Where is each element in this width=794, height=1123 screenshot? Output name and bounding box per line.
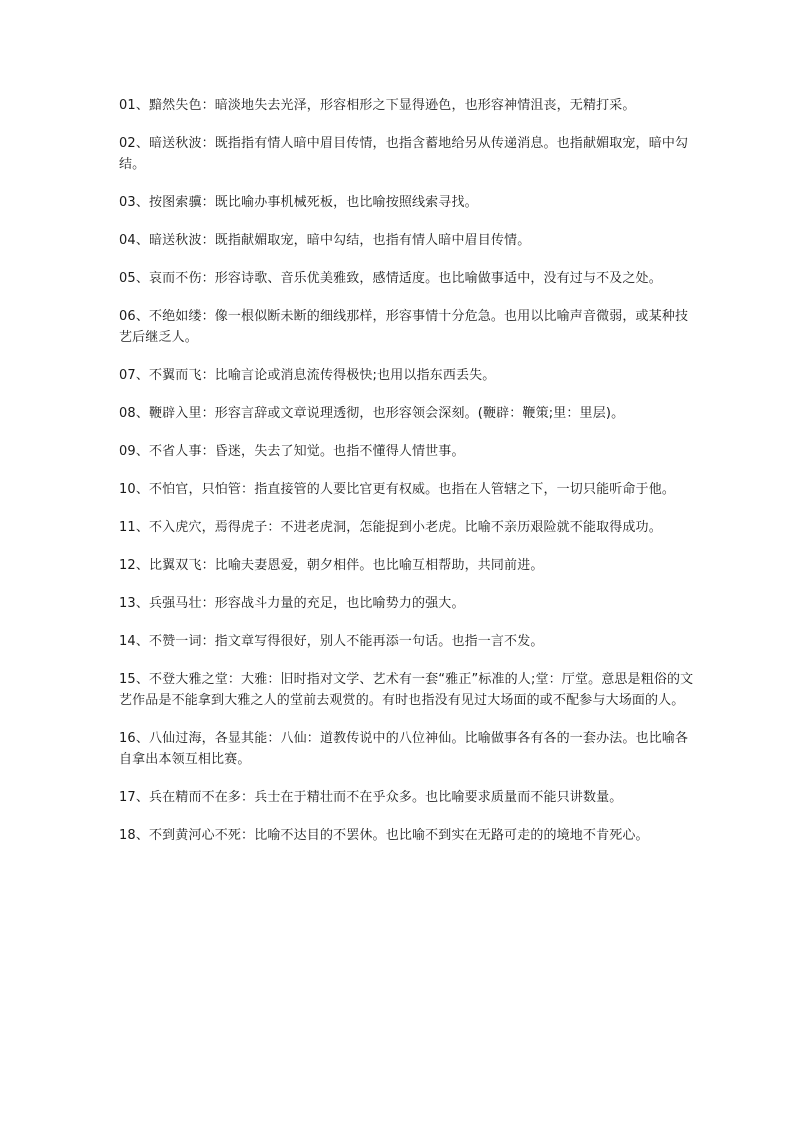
idiom-entry-13: 13、兵强马壮：形容战斗力量的充足，也比喻势力的强大。 (119, 596, 465, 611)
idiom-entry-07: 07、不翼而飞：比喻言论或消息流传得极快;也用以指东西丢失。 (119, 368, 496, 383)
idiom-entry-02: 02、暗送秋波：既指指有情人暗中眉目传情，也指含蓄地给另从传递消息。也指献媚取宠，暗中勾结。 (119, 136, 689, 172)
idiom-entry-08: 08、鞭辟入里：形容言辞或文章说理透彻，也形容领会深刻。(鞭辟：鞭策;里：里层)。 (119, 406, 625, 421)
idiom-entry-04: 04、暗送秋波：既指献媚取宠，暗中勾结，也指有情人暗中眉目传情。 (119, 233, 531, 248)
idiom-entry-09: 09、不省人事：昏迷，失去了知觉。也指不懂得人情世事。 (119, 444, 465, 459)
idiom-entry-12: 12、比翼双飞：比喻夫妻恩爱，朝夕相伴。也比喻互相帮助，共同前进。 (119, 558, 544, 573)
idiom-entry-14: 14、不赞一词：指文章写得很好，别人不能再添一句话。也指一言不发。 (119, 634, 544, 649)
idiom-entry-11: 11、不入虎穴，焉得虎子：不进老虎洞，怎能捉到小老虎。比喻不亲历艰险就不能取得成功。 (119, 520, 662, 535)
idiom-entry-05: 05、哀而不伤：形容诗歌、音乐优美雅致，感情适度。也比喻做事适中，没有过与不及之处。 (119, 271, 662, 286)
idiom-entry-03: 03、按图索骥：既比喻办事机械死板，也比喻按照线索寻找。 (119, 195, 478, 210)
document-body (119, 95, 694, 863)
idiom-entry-18: 18、不到黄河心不死：比喻不达目的不罢休。也比喻不到实在无路可走的的境地不肯死心。 (119, 828, 649, 843)
idiom-entry-06: 06、不绝如缕：像一根似断未断的细线那样，形容事情十分危急。也用以比喻声音微弱，或某种技艺后继乏人。 (119, 309, 689, 345)
idiom-entry-15: 15、不登大雅之堂：大雅：旧时指对文学、艺术有一套“雅正”标准的人;堂：厅堂。意思是粗俗的文艺作品是不能拿到大雅之人的堂前去观赏的。有时也指没有见过大场面的或不配参与大场面的人。 (119, 672, 694, 708)
idiom-entry-01: 01、黯然失色：暗淡地失去光泽，形容相形之下显得逊色，也形容神情沮丧，无精打采。 (119, 98, 636, 113)
idiom-entry-16: 16、八仙过海，各显其能：八仙：道教传说中的八位神仙。比喻做事各有各的一套办法。也比喻各自拿出本领互相比赛。 (119, 731, 689, 767)
idiom-entry-17: 17、兵在精而不在多：兵士在于精壮而不在乎众多。也比喻要求质量而不能只讲数量。 (119, 790, 623, 805)
idiom-entry-10: 10、不怕官，只怕管：指直接管的人要比官更有权威。也指在人管辖之下，一切只能听命于他。 (119, 482, 675, 497)
